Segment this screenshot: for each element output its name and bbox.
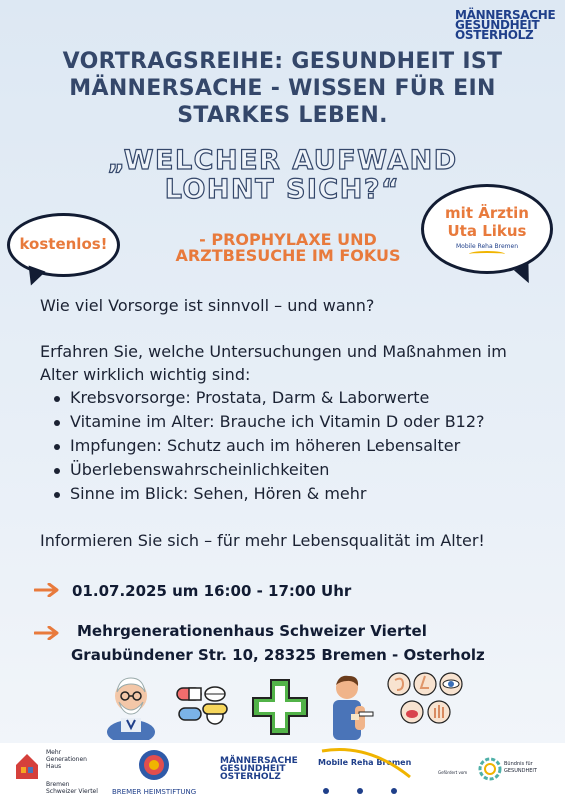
mgh-line5: Schweizer Viertel	[46, 788, 98, 795]
pharmacy-cross-icon	[251, 678, 309, 736]
msgo-line2: GESUNDHEIT	[220, 764, 286, 774]
arrow-right-icon	[34, 626, 60, 640]
list-item: Krebsvorsorge: Prostata, Darm & Laborwerte	[54, 386, 545, 410]
bubble-kostenlos	[7, 213, 120, 277]
pills-icon	[173, 684, 233, 728]
event-date-time: 01.07.2025 um 16:00 - 17:00 Uhr	[72, 582, 352, 600]
gesundheit-buendnis-icon	[478, 757, 502, 781]
heimstiftung-emblem-icon	[138, 749, 170, 781]
list-item: Sinne im Blick: Sehen, Hören & mehr	[54, 482, 545, 506]
bubble-speaker-line1: mit Ärztin	[445, 204, 529, 222]
event-venue: Mehrgenerationenhaus Schweizer Viertel	[77, 622, 427, 640]
body-text	[40, 294, 545, 552]
headline: VORTRAGSREIHE: GESUNDHEIT IST MÄNNERSACHE - WISSEN FÜR EIN STARKES LEBEN.	[62, 49, 503, 128]
senses-icon	[387, 672, 463, 736]
bubble-speaker-org: Mobile Reha Bremen	[424, 243, 550, 257]
logo-line2: GESUNDHEIT	[455, 18, 540, 32]
msgo-line3: OSTERHOLZ	[220, 772, 281, 782]
illustrations-row	[105, 670, 465, 740]
vaccination-icon	[319, 670, 375, 740]
intro-text: Wie viel Vorsorge ist sinnvoll – und wann?	[40, 296, 375, 315]
mgh-line1: Mehr	[46, 749, 62, 756]
mgh-line3: Haus	[46, 763, 62, 770]
list-item: Vitamine im Alter: Brauche ich Vitamin D oder B12?	[54, 410, 545, 434]
reha-logo-graphic	[318, 747, 414, 795]
list-item: Impfungen: Schutz auch im höheren Lebensalter	[54, 434, 545, 458]
senior-man-icon	[105, 670, 157, 740]
mgh-logo-text	[46, 749, 87, 770]
subtitle: - PROPHYLAXE UND ARZTBESUCHE IM FOKUS	[175, 230, 401, 265]
gesundheit-buendnis-text	[504, 761, 537, 775]
arrow-right-icon	[34, 583, 60, 597]
closing-text: Informieren Sie sich – für mehr Lebensqualität im Alter!	[40, 531, 485, 550]
gesundheit-line1: Bündnis für	[504, 761, 533, 767]
logo-line3: OSTERHOLZ	[455, 28, 534, 42]
bubble-speaker	[421, 184, 553, 274]
footer-logos	[0, 743, 565, 800]
msgo-line1: MÄNNERSACHE	[220, 756, 298, 766]
bubble-kostenlos-text: kostenlos!	[19, 235, 108, 253]
quote-title: „WELCHER AUFWAND LOHNT SICH?“	[107, 145, 458, 205]
bubble-speaker-line2: Uta Likus	[447, 222, 527, 240]
mgh-house-icon	[14, 751, 40, 781]
logo-maennersache	[455, 10, 555, 40]
logo-line1: MÄNNERSACHE	[455, 8, 556, 22]
bullet-list	[40, 386, 545, 506]
gesundheit-line2: GESUNDHEIT	[504, 768, 537, 774]
mgh-location	[46, 781, 98, 795]
mgh-line2: Generationen	[46, 756, 87, 763]
mgh-line4: Bremen	[46, 781, 70, 788]
lead-text: Erfahren Sie, welche Untersuchungen und Maßnahmen im Alter wirklich wichtig sind:	[40, 342, 507, 384]
msgo-footer-logo	[220, 757, 298, 781]
gefoerdert-label: Gefördert vom	[438, 770, 468, 775]
list-item: Überlebenswahrscheinlichkeiten	[54, 458, 545, 482]
reha-logo-label: Mobile Reha Bremen	[318, 758, 412, 767]
event-address: Graubündener Str. 10, 28325 Bremen - Osterholz	[71, 646, 485, 664]
heimstiftung-label: BREMER HEIMSTIFTUNG	[112, 788, 197, 796]
